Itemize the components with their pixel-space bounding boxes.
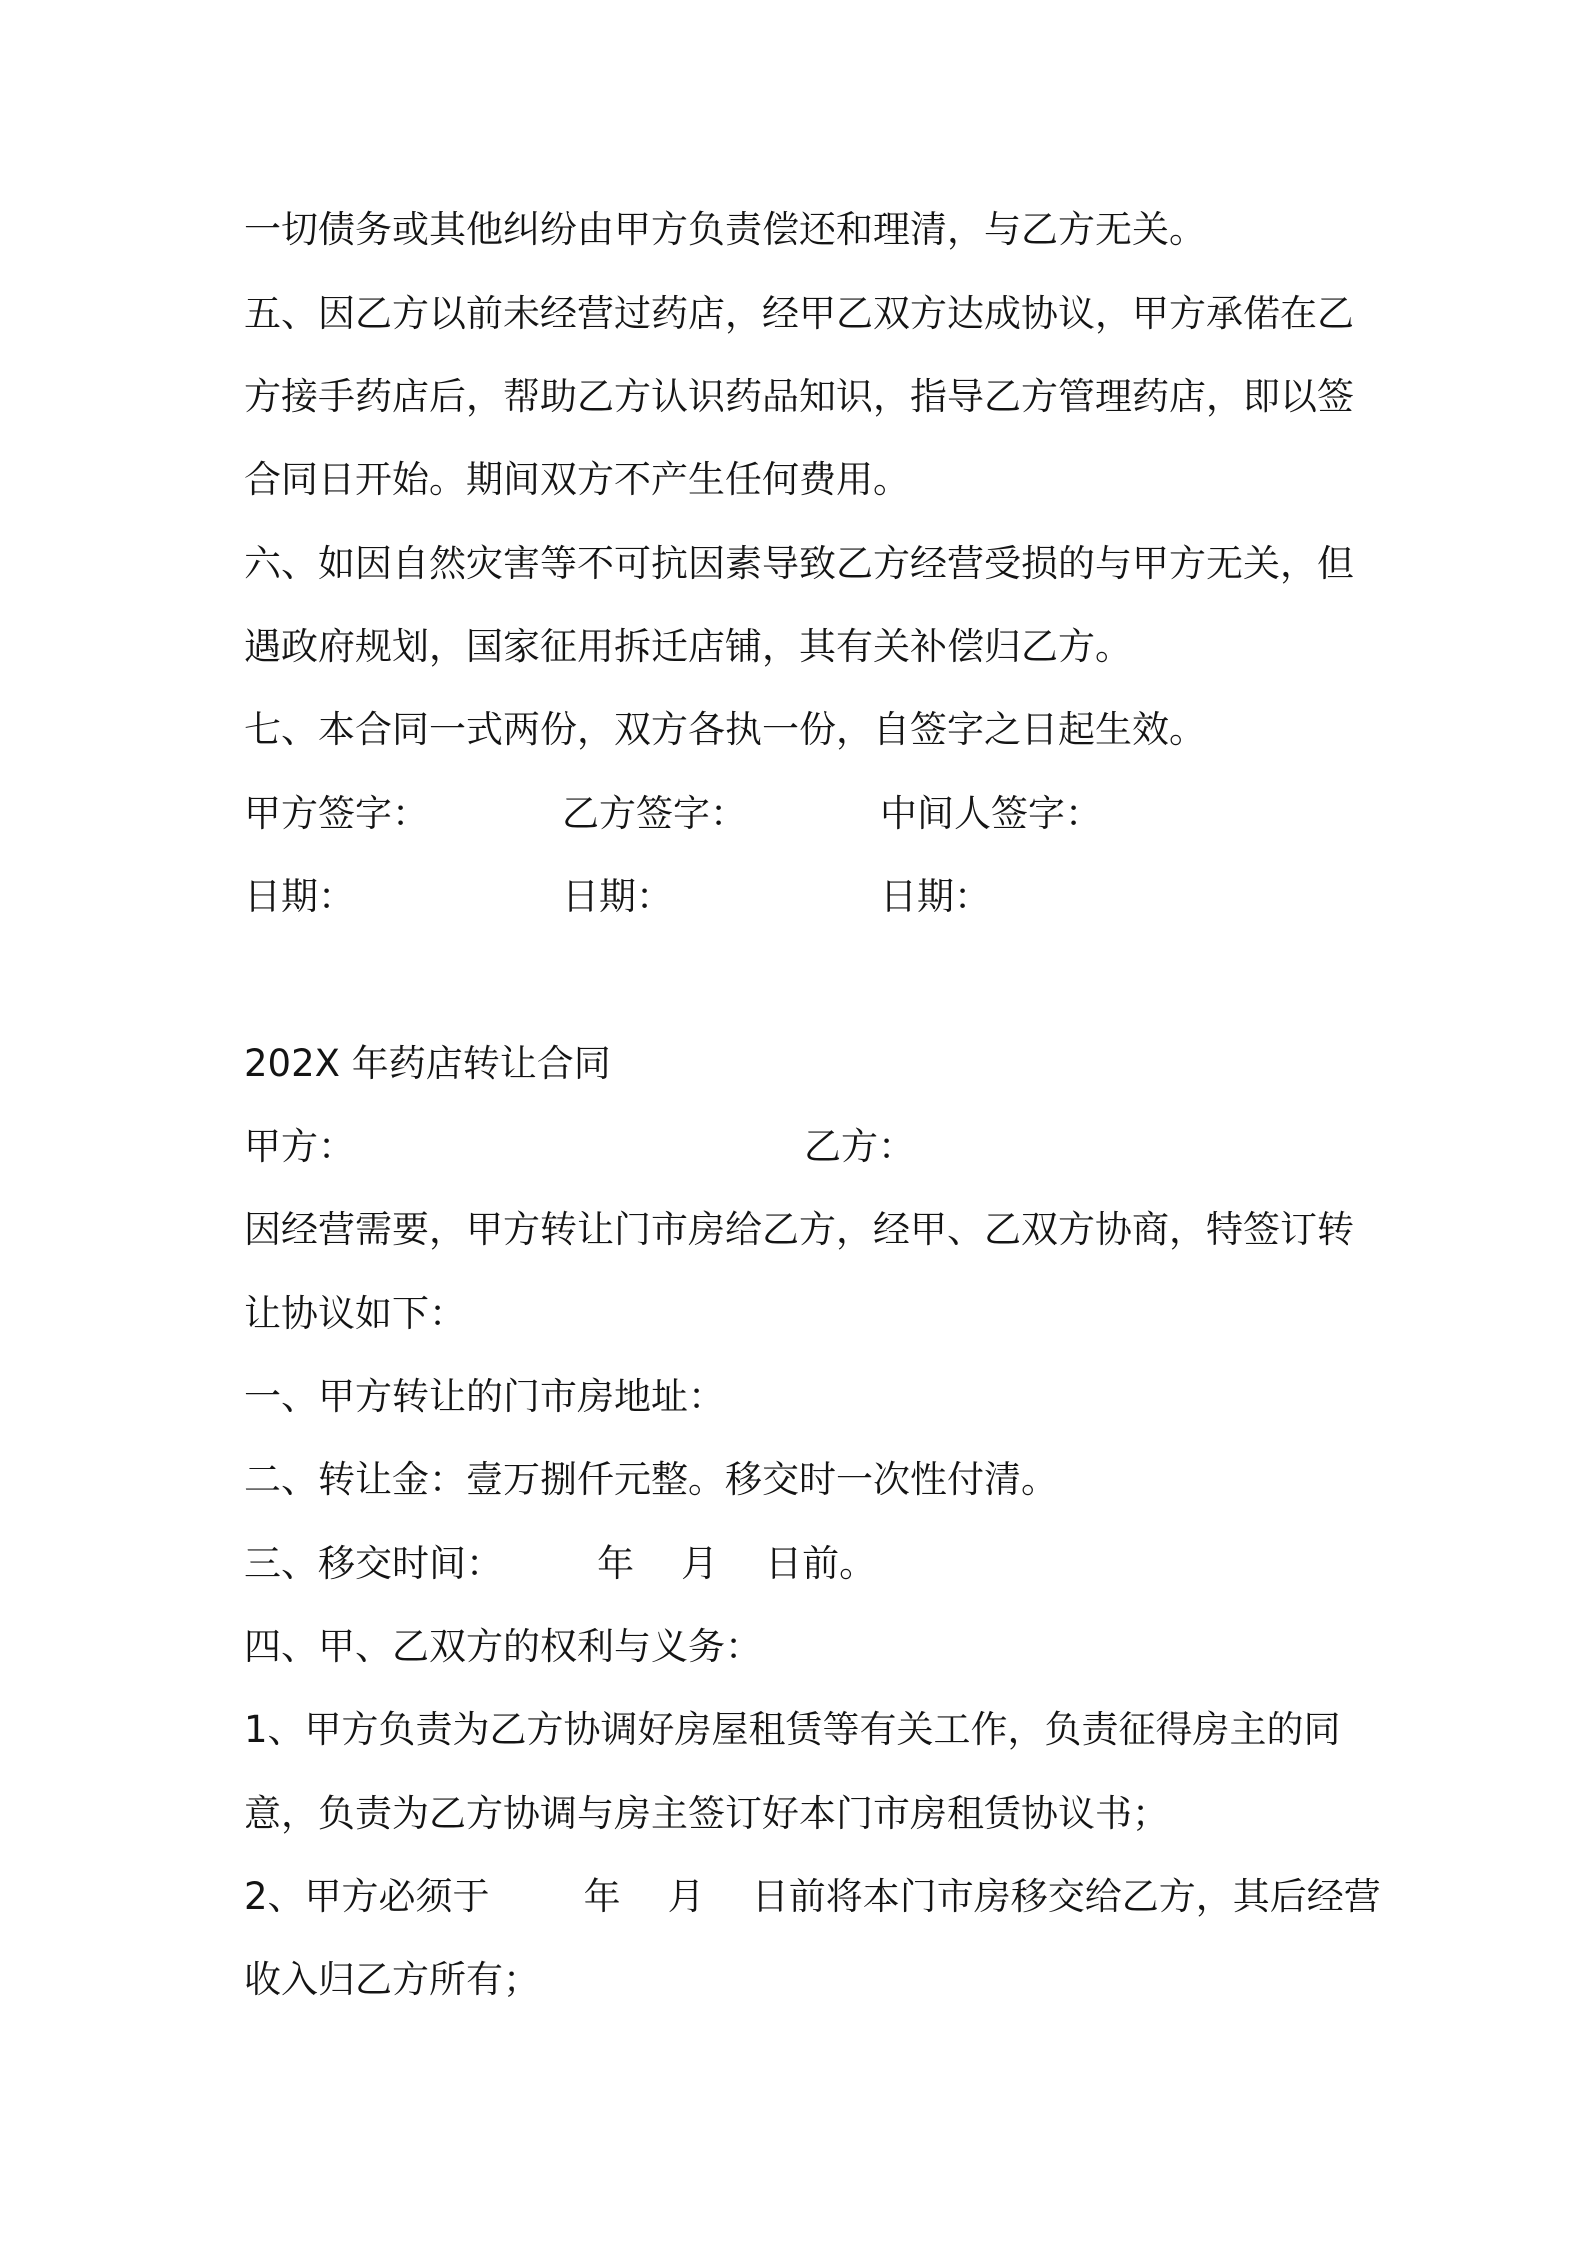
clause-1-text: 一、甲方转让的门市房地址： [244, 1375, 725, 1418]
clause-text: 一切债务或其他纠纷由甲方负责偿还和理清，与乙方无关。 [244, 208, 1206, 251]
party-b-signature-label: 乙方签字： [562, 792, 747, 835]
item-2-text-end: 收入归乙方所有； [244, 1958, 540, 2001]
party-a-date-label: 日期： [244, 875, 355, 918]
preamble-text: 因经营需要，甲方转让门市房给乙方，经甲、乙双方协商，特签订转 [244, 1208, 1354, 1251]
item-1-text: 1、甲方负责为乙方协调好房屋租赁等有关工作，负责征得房主的同 [244, 1708, 1341, 1751]
contract-title: 202X 年药店转让合同 [244, 1042, 611, 1085]
clause-5-text: 五、因乙方以前未经营过药店，经甲乙双方达成协议，甲方承偌在乙 [244, 292, 1354, 335]
party-a-signature-label: 甲方签字： [244, 792, 429, 835]
middleman-signature-label: 中间人签字： [880, 792, 1102, 835]
clause-6-text-end: 遇政府规划，国家征用拆迁店铺，其有关补偿归乙方。 [244, 625, 1132, 668]
party-b-label: 乙方： [804, 1125, 915, 1168]
clause-6-text: 六、如因自然灾害等不可抗因素导致乙方经营受损的与甲方无关，但 [244, 542, 1354, 585]
clause-4-text: 四、甲、乙双方的权利与义务： [244, 1625, 762, 1668]
party-a-label: 甲方： [244, 1125, 355, 1168]
item-1-text-end: 意，负责为乙方协调与房主签订好本门市房租赁协议书； [244, 1792, 1169, 1835]
party-b-date-label: 日期： [562, 875, 673, 918]
middleman-date-label: 日期： [880, 875, 991, 918]
clause-5-text-end: 合同日开始。期间双方不产生任何费用。 [244, 458, 910, 501]
clause-5-text-cont: 方接手药店后，帮助乙方认识药品知识，指导乙方管理药店，即以签 [244, 375, 1354, 418]
clause-7-text: 七、本合同一式两份，双方各执一份，自签字之日起生效。 [244, 708, 1206, 751]
preamble-text-end: 让协议如下： [244, 1292, 466, 1335]
item-2-text: 2、甲方必须于 年 月 日前将本门市房移交给乙方，其后经营 [244, 1875, 1381, 1918]
clause-3-text: 三、移交时间： 年 月 日前。 [244, 1542, 877, 1585]
clause-2-text: 二、转让金：壹万捌仟元整。移交时一次性付清。 [244, 1458, 1058, 1501]
